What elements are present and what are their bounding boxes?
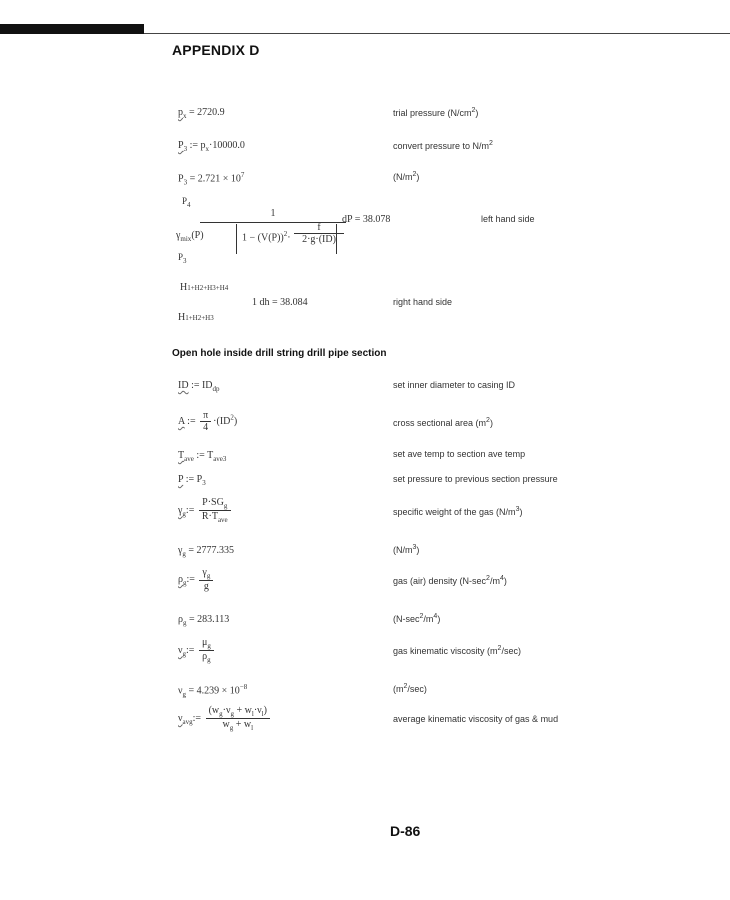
page-title: APPENDIX D	[172, 42, 260, 58]
eq-gas-density-result: $\rho_g = 283.113$	[178, 614, 230, 627]
section-title: Open hole inside drill string drill pipe section	[172, 348, 387, 359]
comment-kinematic-viscosity-result: $(m^2/\sec)$	[393, 683, 427, 694]
comment-pressure-result: $(N/m^2)$	[393, 171, 420, 182]
eq-set-pressure: P := $P_3$	[178, 474, 206, 487]
eq-ave-temp: $T_{ave}$ := $T_{ave3}$	[178, 450, 227, 463]
eq-inner-diameter: ID := $ID_{dp}$	[178, 380, 220, 393]
eq-kinematic-viscosity: $\nu_g:=$ $\frac{\mu_g}{\rho_g}$	[178, 637, 216, 664]
eq-gas-density: $\rho_g:=$ $\frac{\gamma_g}{g}$	[178, 567, 215, 592]
eq-cross-area: A := $\frac{\pi}{4}$ $\cdot(ID^2)$	[178, 410, 238, 433]
comment-gas-density: gas (air) density $(N-\sec^2/m^4)$	[393, 575, 507, 586]
eq-trial-pressure: $p_x = 2720.9$	[178, 107, 225, 120]
eq-kinematic-viscosity-result: $\nu_g = 4.239 \times 10^{-8}$	[178, 683, 248, 699]
comment-right-hand-side: right hand side	[393, 297, 453, 307]
comment-inner-diameter: set inner diameter to casing ID	[393, 380, 516, 390]
eq-integral-right-upper: H1+H2+H3+H4	[180, 282, 229, 293]
comment-left-hand-side: left hand side	[481, 214, 535, 224]
eq-specific-weight: $\gamma_g:=$ $\frac{P\cdot SG_g}{R\cdot T_{ave}}$	[178, 497, 233, 524]
eq-integral-right: 1 dh = 38.084	[252, 297, 308, 308]
comment-set-pressure: set pressure to previous section pressure	[393, 474, 558, 484]
eq-specific-weight-result: $\gamma_g = 2777.335$	[178, 545, 235, 558]
comment-specific-weight-result: $(N/m^3)$	[393, 544, 420, 555]
comment-average-viscosity: average kinematic viscosity of gas & mud	[393, 714, 559, 724]
eq-average-viscosity: $\nu_{avg}:=$ $\frac{(w_g\cdot\nu_g + w_l\cdot\nu_l)}{w_g + w_l}$	[178, 705, 272, 732]
comment-ave-temp: set ave temp to section ave temp	[393, 449, 526, 459]
comment-convert-pressure: convert pressure to $N/m^2$	[393, 140, 493, 151]
comment-gas-density-result: $(N-\sec^2/m^4)$	[393, 613, 441, 624]
eq-pressure-result: $P_3 = 2.721 \times 10^7$	[178, 171, 245, 187]
comment-specific-weight: specific weight of the gas $(N/m^3)$	[393, 506, 523, 517]
page-number: D-86	[390, 823, 421, 839]
header-rule	[144, 33, 730, 34]
eq-integral-right-lower: H1+H2+H3	[178, 312, 214, 323]
comment-cross-area: cross sectional area $(m^2)$	[393, 417, 493, 428]
comment-trial-pressure: trial pressure $(N/cm^2)$	[393, 107, 479, 118]
eq-convert-pressure: $P_3$ := $p_x\cdot 10000.0$	[178, 140, 245, 153]
header-bar	[0, 24, 144, 34]
comment-kinematic-viscosity: gas kinematic viscosity $(m^2/\sec)$	[393, 645, 521, 656]
eq-integral-left: $P_4$ $P_3$ 1 $\gamma_{mix}(P)$ $1 - (V(P))^2\cdot$ f 2·g·(ID) dP = 38.078	[176, 196, 391, 265]
